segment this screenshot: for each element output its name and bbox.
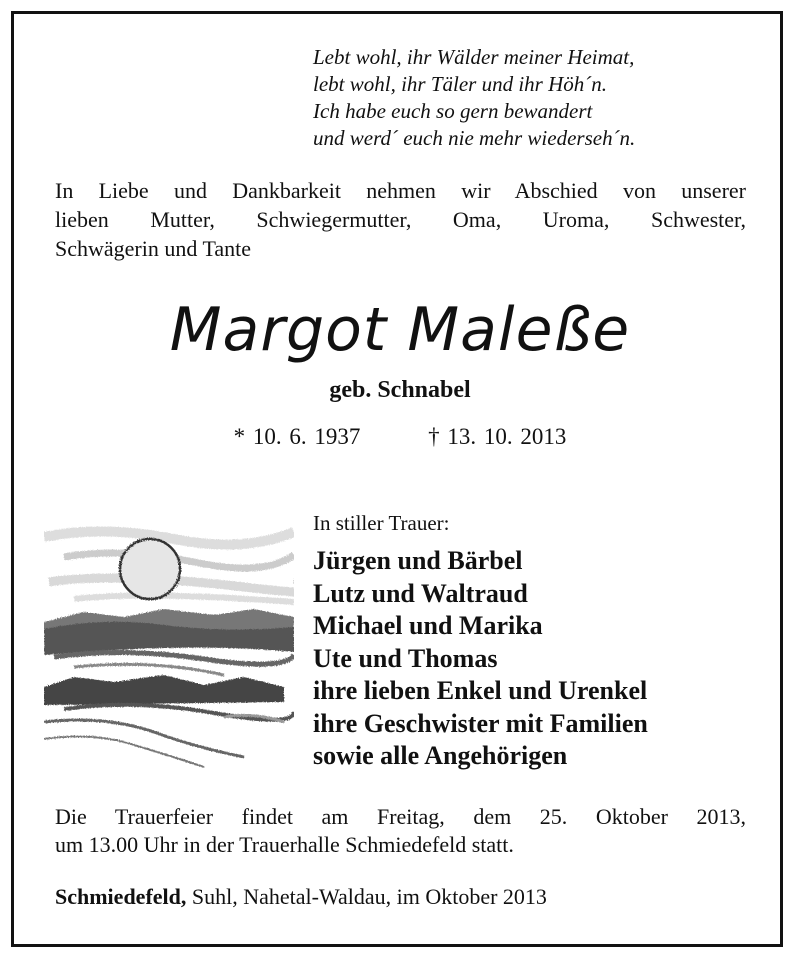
mourner: Jürgen und Bärbel	[313, 546, 523, 575]
mourner: ihre Geschwister mit Familien	[313, 708, 648, 738]
mourner: Ute und Thomas	[313, 643, 498, 673]
mourning-label: In stiller Trauer:	[313, 511, 450, 535]
place-date	[55, 884, 547, 910]
birth-date: * 10. 6. 1937	[233, 424, 361, 449]
intro-text	[55, 176, 746, 263]
poem-line: Ich habe euch so gern bewandert	[313, 99, 593, 123]
deceased-name: Margot Maleße	[169, 295, 631, 365]
death-date: † 13. 10. 2013	[428, 424, 567, 449]
mourners-list	[313, 545, 648, 773]
mourner: Lutz und Waltraud	[313, 578, 528, 608]
intro-line: In Liebe und Dankbarkeit nehmen wir Abschied von unserer	[55, 178, 746, 203]
place-rest: Suhl, Nahetal-Waldau, im Oktober 2013	[186, 884, 547, 909]
poem-line: lebt wohl, ihr Täler und ihr Höh´n.	[313, 72, 608, 96]
service-info	[55, 803, 746, 859]
life-dates	[0, 424, 800, 450]
mourner: ihre lieben Enkel und Urenkel	[313, 676, 648, 705]
birth-name: geb. Schnabel	[329, 377, 471, 403]
service-line: um 13.00 Uhr in der Trauerhalle Schmiedefeld statt.	[55, 832, 514, 857]
mourner: Michael und Marika	[313, 611, 543, 640]
poem	[313, 44, 635, 152]
service-line: Die Trauerfeier findet am Freitag, dem 25. Oktober 2013,	[55, 804, 746, 829]
intro-line: Schwägerin und Tante	[55, 236, 252, 261]
intro-line: lieben Mutter, Schwiegermutter, Oma, Uroma, Schwester,	[55, 207, 746, 232]
poem-line: Lebt wohl, ihr Wälder meiner Heimat,	[313, 45, 635, 69]
place-town: Schmiedefeld,	[55, 884, 187, 909]
landscape-sketch-image	[44, 517, 294, 772]
mourner: sowie alle Angehörigen	[313, 741, 568, 770]
poem-line: und werd´ euch nie mehr wiederseh´n.	[313, 126, 636, 150]
